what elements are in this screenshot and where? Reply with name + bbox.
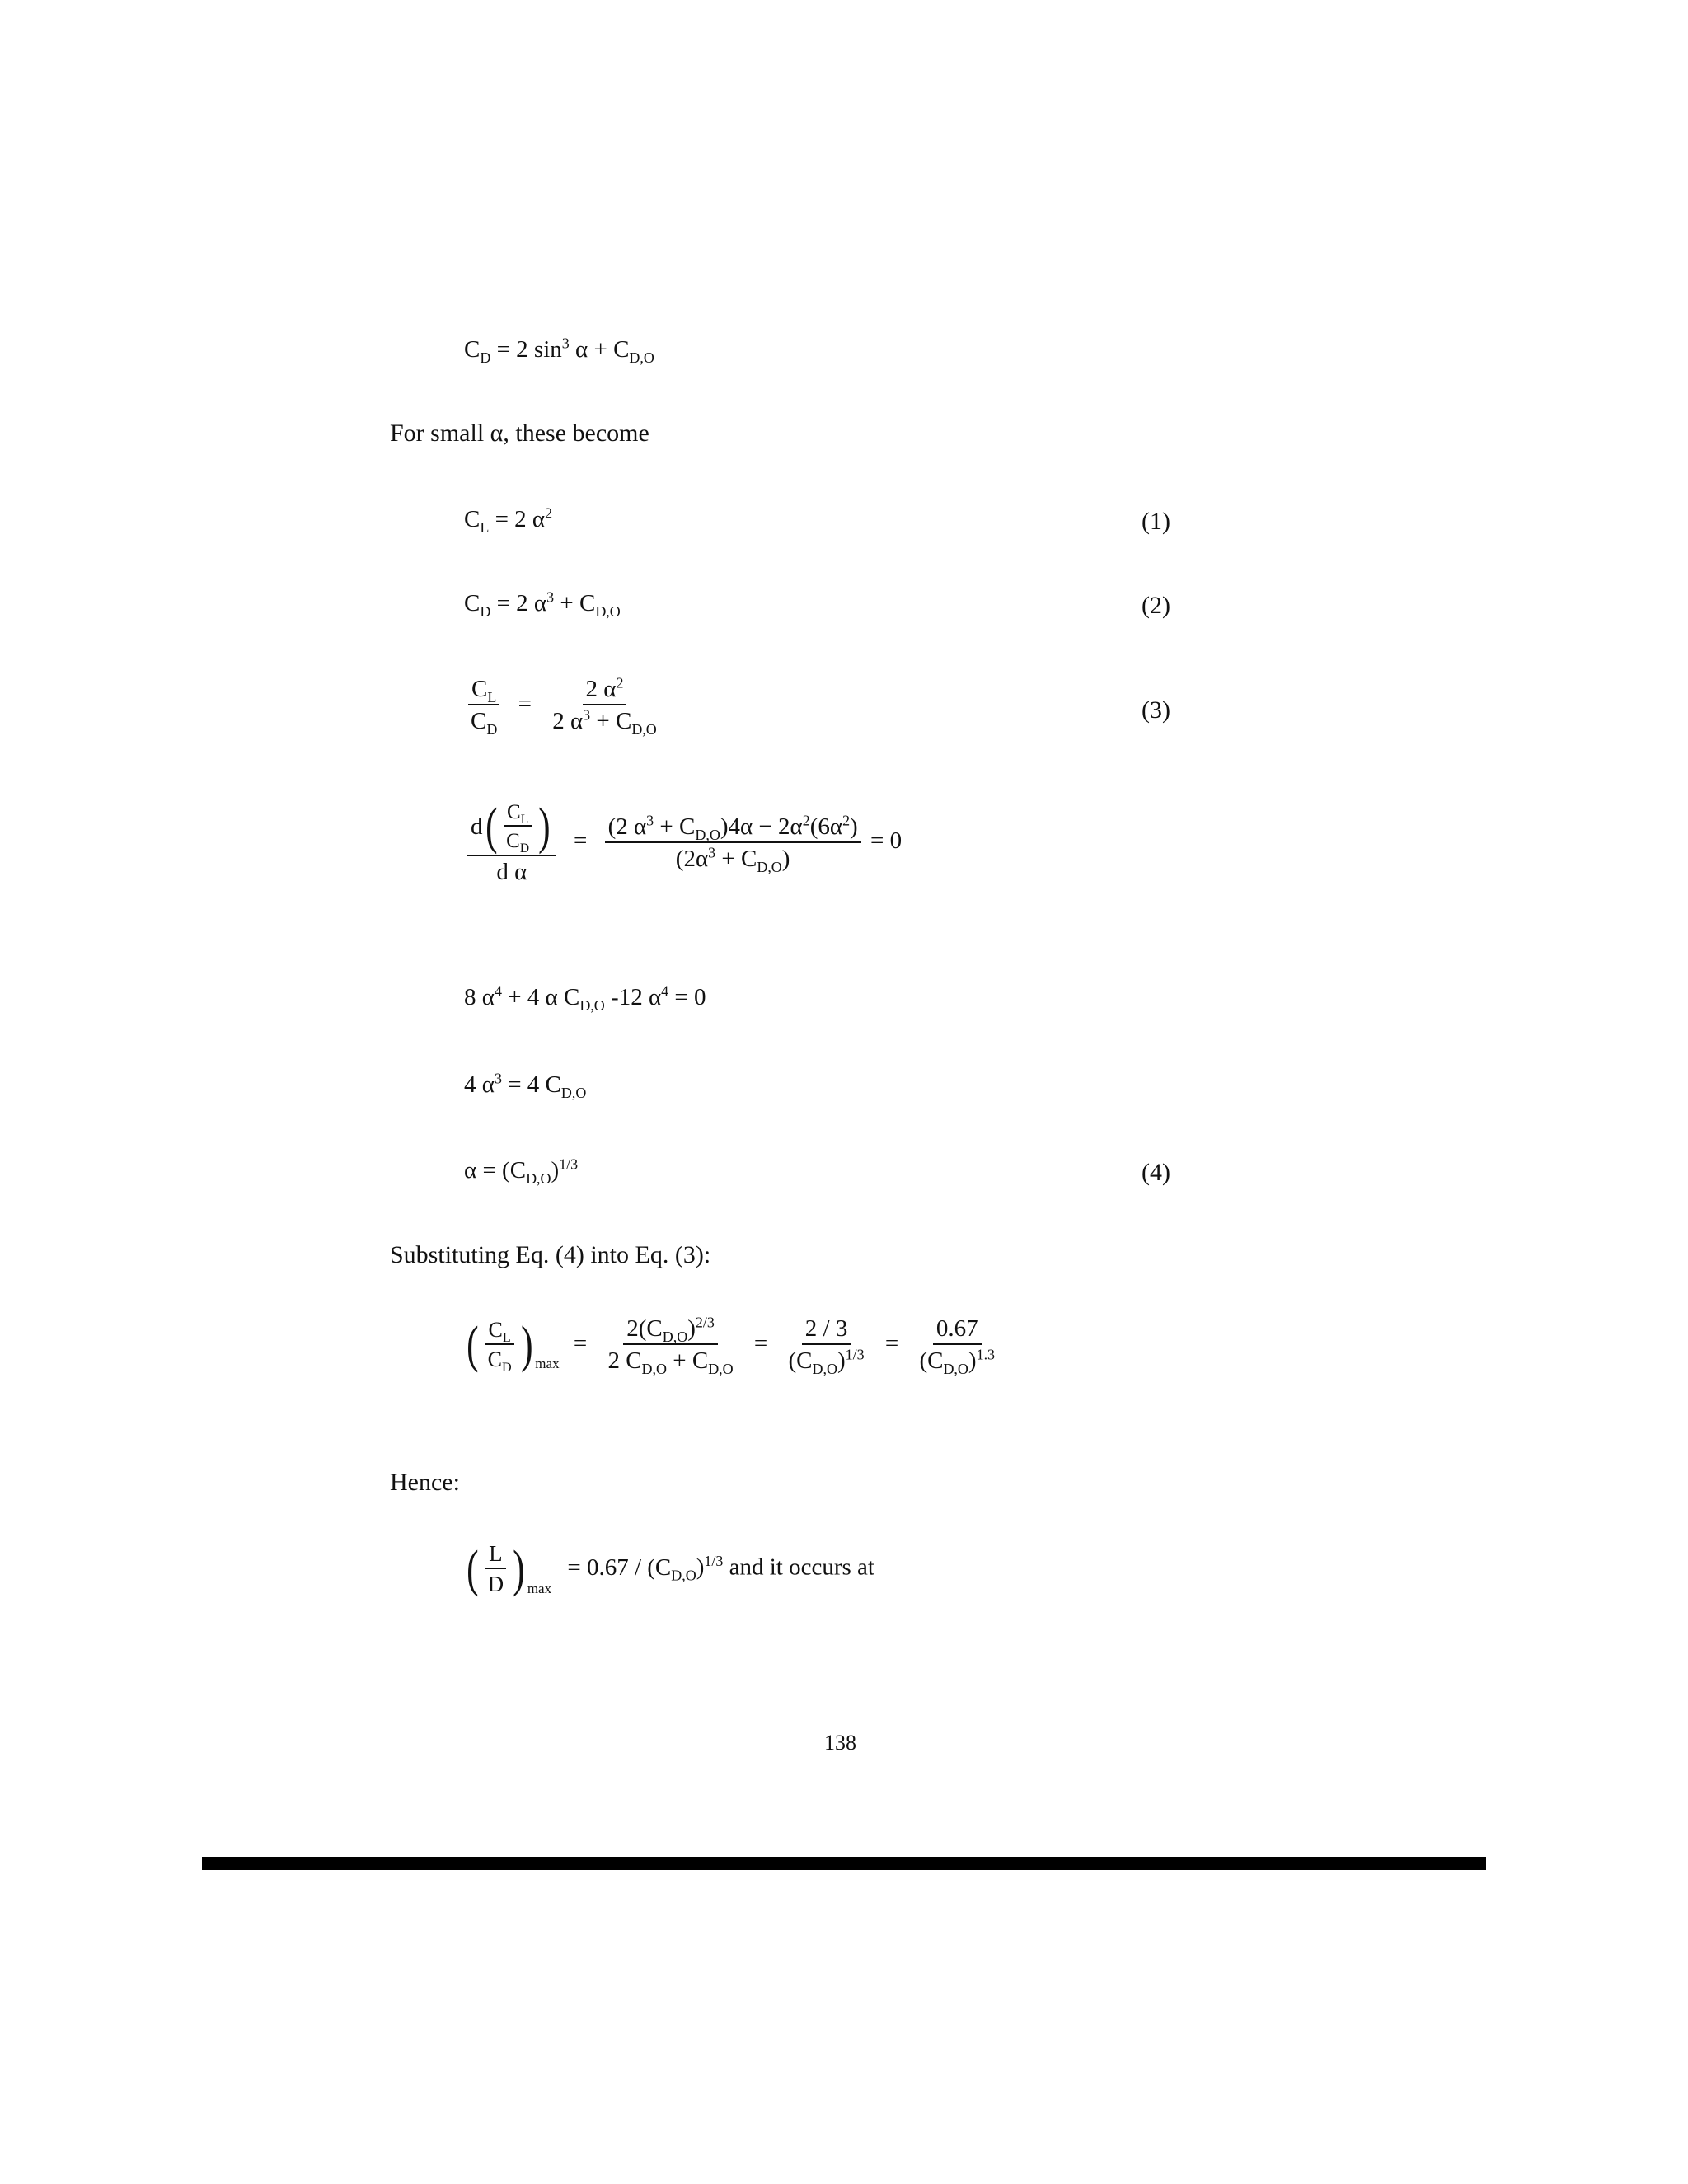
equation-4-number: (4) [1142, 1159, 1170, 1186]
substitution-text: Substituting Eq. (4) into Eq. (3): [390, 1241, 711, 1268]
equation-3-number: (3) [1142, 696, 1170, 724]
intro-text: For small α, these become [390, 419, 649, 447]
hence-text: Hence: [390, 1469, 460, 1496]
equation-cd-full: $C_D = 2$ $\sin^3 \alpha + C_{D,O}$ [464, 335, 654, 366]
equation-derivative: d ( $\frac{C_L}{C_D}$ ) d α = $\frac{(2 \alpha^3 + C_{D,O})4\alpha - 2\alpha^2(6\alpha^2)}{(2\alpha^3 + C_{D,O})}$ = 0 [464, 801, 902, 884]
equation-final: ( $\frac{L}{D}$ ) max = $0.67 / (C_{D,O})^{1/3}$ and it occurs at [467, 1541, 874, 1597]
equation-ld-max-derivation: ( $\frac{C_L}{C_D}$ ) max = $\frac{2(C_{D,O})^{2/3}}{2 C_{D,O} + C_{D,O}}$ = $\frac{2 / 3}{(C_{D,O})^{1/3}}$ = $\frac{0.67}{(C_{D,O})^{1.3}}$ [464, 1317, 1001, 1373]
rhs-fraction: $\frac{2 \alpha^2}{2 \alpha^3 + C_{D,O}}$ [552, 674, 657, 738]
equation-simplified: 4 $\alpha^3 = 4$ $C_{D,O}$ [464, 1070, 587, 1101]
cl-over-cd-fraction: $\frac{C_L}{C_D}$ [467, 677, 500, 733]
equation-1: $C_L = 2$ $\alpha^2$ [464, 504, 553, 536]
equation-4: $\alpha = (C_{D,O})^{1/3}$ [464, 1155, 579, 1187]
equation-1-number: (1) [1142, 508, 1170, 535]
page-number: 138 [824, 1731, 856, 1755]
max-fraction-1: $\frac{2(C_{D,O})^{2/3}}{2 C_{D,O} + C_{D,O}}$ [607, 1314, 734, 1377]
equation-2-number: (2) [1142, 592, 1170, 619]
derivative-lhs-fraction: d ( $\frac{C_L}{C_D}$ ) d α [467, 801, 556, 884]
max-fraction-3: $\frac{0.67}{(C_{D,O})^{1.3}}$ [919, 1315, 996, 1377]
equation-3: $\frac{C_L}{C_D}$ = $\frac{2 \alpha^2}{2 \alpha^3 + C_{D,O}}$ [464, 677, 663, 733]
equation-expanded: 8 $\alpha^4 + 4$ α $C_{D,O}$ -12 $\alpha^4 = 0$ [464, 982, 706, 1014]
max-fraction-2: $\frac{2 / 3}{(C_{D,O})^{1/3}}$ [788, 1315, 865, 1377]
derivative-rhs-fraction: $\frac{(2 \alpha^3 + C_{D,O})4\alpha - 2\alpha^2(6\alpha^2)}{(2\alpha^3 + C_{D,O})}$ [605, 815, 861, 871]
equation-2: $C_D = 2$ $\alpha^3 + C_{D,O}$ [464, 588, 621, 620]
bottom-rule [202, 1857, 1486, 1870]
